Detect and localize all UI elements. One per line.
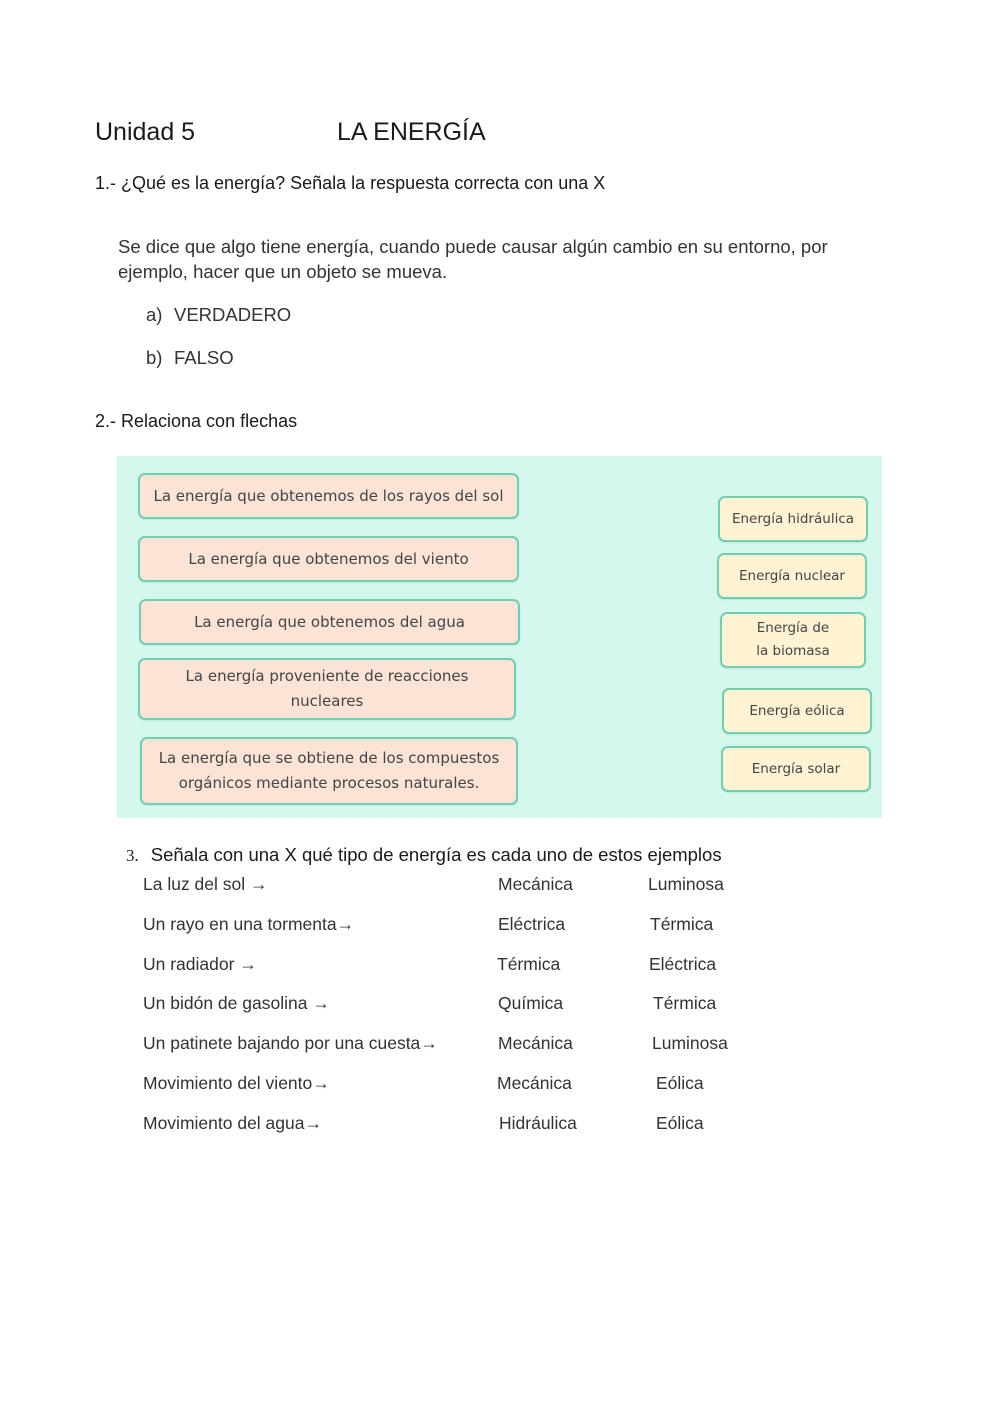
option-1[interactable]: Química [498, 993, 564, 1013]
left-item-biomass[interactable]: La energía que se obtiene de los compuestos orgánicos mediante procesos naturales. [140, 737, 518, 805]
question-2: 2.- Relaciona con flechas [95, 411, 298, 431]
left-item-nuclear[interactable]: La energía proveniente de reacciones nucleares [138, 658, 516, 720]
option-2[interactable]: Eólica [656, 1113, 704, 1133]
question-3-text: Señala con una X qué tipo de energía es cada uno de estos ejemplos [150, 844, 722, 865]
question-3-number: 3. [126, 846, 139, 865]
option-2[interactable]: Luminosa [652, 1033, 728, 1053]
option-letter: a) [146, 304, 163, 325]
option-1[interactable]: Mecánica [498, 874, 573, 894]
left-item-wind[interactable]: La energía que obtenemos del viento [138, 536, 519, 582]
right-item-nuclear[interactable]: Energía nuclear [717, 553, 867, 599]
left-item-water[interactable]: La energía que obtenemos del agua [139, 599, 520, 645]
option-1[interactable]: Hidráulica [499, 1113, 577, 1133]
example-label: Un bidón de gasolina → [143, 993, 330, 1013]
option-letter: b) [146, 347, 163, 368]
unit-title: Unidad 5 [95, 118, 196, 146]
right-item-wind[interactable]: Energía eólica [722, 688, 872, 734]
option-1[interactable]: Eléctrica [498, 914, 566, 934]
option-2[interactable]: Eólica [656, 1073, 704, 1093]
right-item-biomass[interactable]: Energía de la biomasa [720, 612, 866, 668]
question-3 [126, 844, 722, 866]
option-text: FALSO [174, 347, 234, 368]
page-title: LA ENERGÍA [337, 118, 486, 146]
option-2[interactable]: Luminosa [648, 874, 724, 894]
option-2[interactable]: Térmica [653, 993, 717, 1013]
example-label: Un radiador → [143, 954, 257, 974]
example-label: Un rayo en una tormenta→ [143, 914, 355, 934]
option-1[interactable]: Mecánica [497, 1073, 572, 1093]
example-label: Movimiento del viento→ [143, 1073, 330, 1093]
option-2[interactable]: Térmica [650, 914, 714, 934]
option-1[interactable]: Térmica [497, 954, 561, 974]
option-text: VERDADERO [174, 304, 292, 325]
question-1: 1.- ¿Qué es la energía? Señala la respuesta correcta con una X [95, 173, 606, 193]
matching-panel [117, 456, 882, 818]
option-2[interactable]: Eléctrica [649, 954, 717, 974]
example-label: Un patinete bajando por una cuesta→ [143, 1033, 438, 1053]
left-item-sun[interactable]: La energía que obtenemos de los rayos del sol [138, 473, 519, 519]
option-b[interactable] [146, 347, 234, 369]
option-1[interactable]: Mecánica [498, 1033, 573, 1053]
option-a[interactable] [146, 304, 291, 326]
right-item-hydraulic[interactable]: Energía hidráulica [718, 496, 868, 542]
example-label: Movimiento del agua→ [143, 1113, 322, 1133]
question-1-statement: Se dice que algo tiene energía, cuando puede causar algún cambio en su entorno, por ejemplo, hacer que un objeto se mueva. [118, 236, 828, 282]
example-label: La luz del sol → [143, 874, 268, 894]
right-item-solar[interactable]: Energía solar [721, 746, 871, 792]
